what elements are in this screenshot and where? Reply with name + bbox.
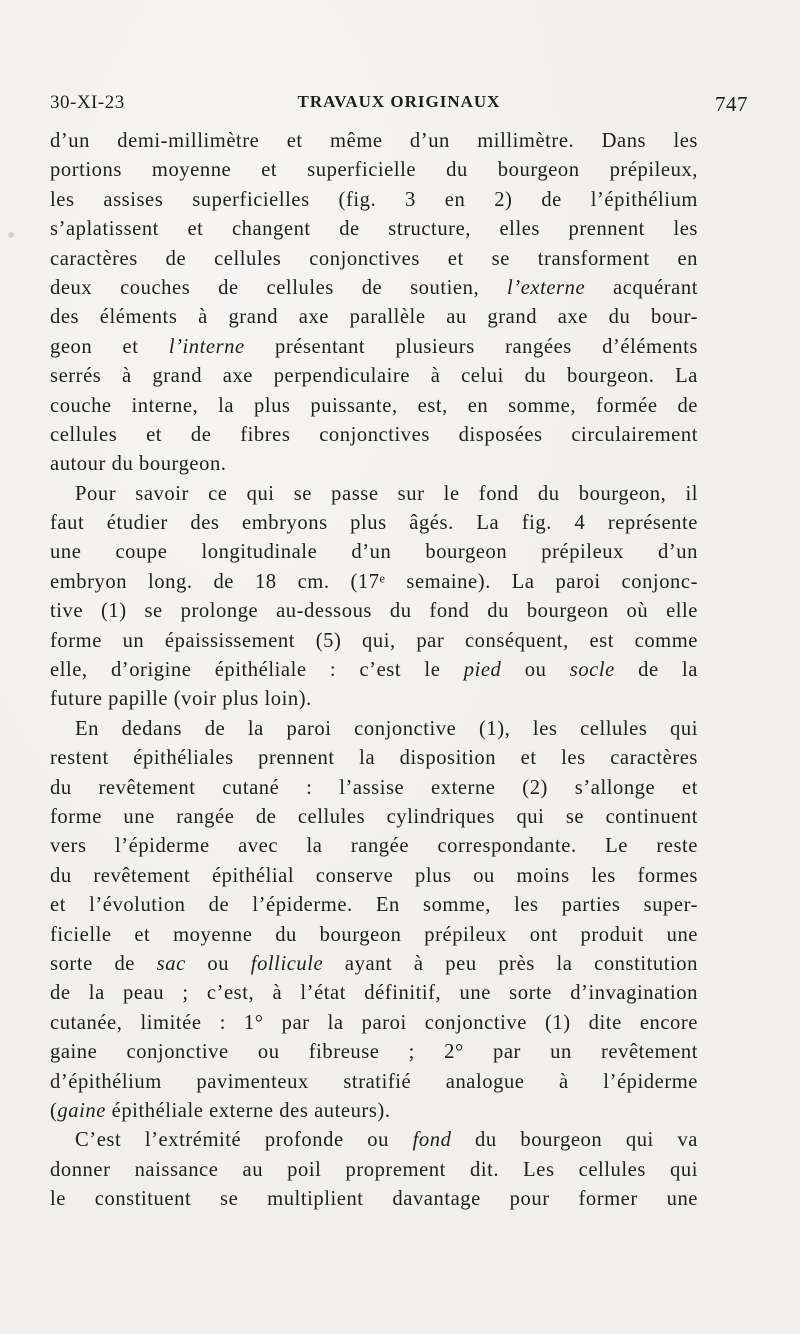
text-line (50, 744, 698, 773)
text-segment: ou (501, 659, 570, 682)
text-segment: une coupe longitudinale d’un bourgeon prépileux d’un (50, 541, 698, 564)
text-segment: geon et (50, 335, 169, 358)
text-line (50, 303, 698, 332)
text-line (50, 156, 698, 185)
text-segment: ayant à peu près la constitution (323, 952, 698, 975)
text-segment: deux couches de cellules de soutien, (50, 276, 508, 299)
text-segment: forme un épaississement (5) qui, par conséquent, est comme (50, 629, 698, 652)
text-line (50, 627, 698, 656)
text-line (50, 392, 698, 421)
text-line (50, 274, 698, 303)
text-line (50, 538, 698, 567)
text-line (50, 656, 698, 685)
text-segment: les assises superficielles (fig. 3 en 2) de l’épithélium (50, 188, 698, 211)
running-header (50, 92, 748, 122)
text-line (50, 597, 698, 626)
text-segment: embryon long. de 18 cm. (17ᵉ semaine). La paroi conjonc- (50, 570, 698, 593)
text-line (50, 127, 698, 156)
text-segment: donner naissance au poil proprement dit. Les cellules qui (50, 1158, 698, 1181)
text-segment: sorte de (50, 952, 157, 975)
text-segment: ou (185, 952, 251, 975)
text-segment: présentant plusieurs rangées d’éléments (244, 335, 698, 358)
italic-term: pied (463, 659, 502, 682)
text-segment: faut étudier des embryons plus âgés. La fig. 4 représente (50, 512, 698, 535)
text-line (50, 891, 698, 920)
text-segment: restent épithéliales prennent la disposition et les caractères (50, 747, 698, 770)
text-line (50, 1185, 698, 1214)
text-line (50, 421, 698, 450)
text-segment: En dedans de la paroi conjonctive (1), les cellules qui (75, 717, 698, 740)
text-line (50, 568, 698, 597)
text-line (50, 362, 698, 391)
text-segment: du bourgeon qui va (451, 1129, 698, 1152)
header-title: TRAVAUX ORIGINAUX (297, 92, 501, 111)
text-line (50, 1156, 698, 1185)
text-segment: caractères de cellules conjonctives et se transforment en (50, 247, 698, 270)
text-segment: cellules et de fibres conjonctives disposées circulairement (50, 423, 698, 446)
text-segment: portions moyenne et superficielle du bourgeon prépileux, (50, 159, 698, 182)
text-line (50, 979, 698, 1008)
text-segment: épithéliale externe des auteurs). (105, 1099, 391, 1122)
text-line (50, 862, 698, 891)
text-line (50, 715, 698, 744)
text-segment: des éléments à grand axe parallèle au grand axe du bour- (50, 306, 698, 329)
italic-term: l’externe (507, 276, 586, 299)
text-segment: tive (1) se prolonge au-dessous du fond du bourgeon où elle (50, 600, 698, 623)
italic-term: fond (412, 1129, 452, 1152)
italic-term: socle (569, 659, 615, 682)
italic-term: l’interne (168, 335, 245, 358)
text-segment: Pour savoir ce qui se passe sur le fond du bourgeon, il (75, 482, 698, 505)
text-line (50, 186, 698, 215)
ink-smudge (8, 232, 14, 238)
text-line (50, 921, 698, 950)
text-segment: d’épithélium pavimenteux stratifié analogue à l’épiderme (50, 1070, 698, 1093)
text-line (50, 685, 698, 714)
text-segment: d’un demi-millimètre et même d’un millimètre. Dans les (50, 130, 698, 152)
text-segment: ( (50, 1099, 58, 1122)
text-segment: couche interne, la plus puissante, est, en somme, formée de (50, 394, 698, 417)
text-segment: le constituent se multiplient davantage pour former une (50, 1188, 698, 1211)
text-line (50, 832, 698, 861)
text-segment: forme une rangée de cellules cylindriques qui se continuent (50, 805, 698, 828)
italic-term: sac (156, 952, 186, 975)
text-segment: elle, d’origine épithéliale : c’est le (50, 659, 464, 682)
text-line (50, 1097, 698, 1126)
text-segment: de la peau ; c’est, à l’état définitif, une sorte d’invagination (50, 982, 698, 1005)
text-line (50, 1038, 698, 1067)
text-segment: gaine conjonctive ou fibreuse ; 2° par un revêtement (50, 1041, 698, 1064)
text-line (50, 1009, 698, 1038)
text-line (50, 1068, 698, 1097)
text-line (50, 803, 698, 832)
header-date: 30-XI-23 (50, 92, 125, 113)
text-segment: cutanée, limitée : 1° par la paroi conjonctive (1) dite encore (50, 1011, 698, 1034)
text-segment: de la (614, 659, 698, 682)
text-segment: autour du bourgeon. (50, 453, 227, 476)
text-line (50, 1126, 698, 1155)
body-text (50, 127, 698, 1214)
text-line (50, 774, 698, 803)
text-line (50, 245, 698, 274)
text-line (50, 215, 698, 244)
text-segment: et l’évolution de l’épiderme. En somme, les parties super- (50, 894, 698, 917)
italic-term: follicule (250, 952, 324, 975)
text-segment: du revêtement cutané : l’assise externe (2) s’allonge et (50, 776, 698, 799)
text-line (50, 450, 698, 479)
text-segment: future papille (voir plus loin). (50, 688, 312, 711)
text-segment: C’est l’extrémité profonde ou (75, 1129, 413, 1152)
text-segment: serrés à grand axe perpendiculaire à celui du bourgeon. La (50, 365, 698, 388)
text-segment: acquérant (585, 276, 698, 299)
text-segment: s’aplatissent et changent de structure, elles prennent les (50, 218, 698, 241)
text-segment: ficielle et moyenne du bourgeon prépileux ont produit une (50, 923, 698, 946)
italic-term: gaine (57, 1099, 106, 1122)
text-line (50, 333, 698, 362)
text-segment: vers l’épiderme avec la rangée correspondante. Le reste (50, 835, 698, 858)
page-number: 747 (715, 92, 748, 116)
text-line (50, 509, 698, 538)
text-line (50, 480, 698, 509)
text-segment: du revêtement épithélial conserve plus ou moins les formes (50, 864, 698, 887)
text-line (50, 950, 698, 979)
